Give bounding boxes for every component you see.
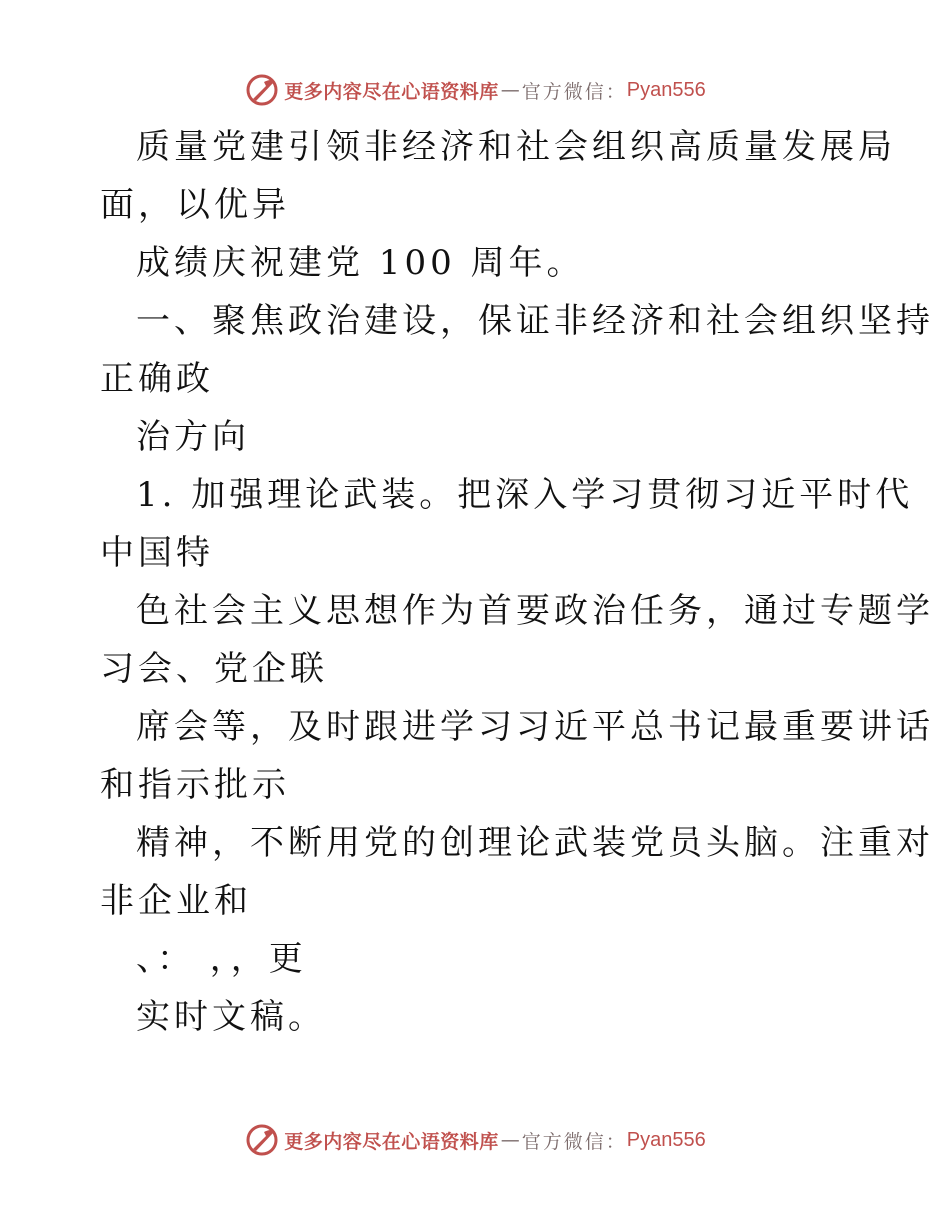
watermark-brand: 更多内容尽在心语资料库: [284, 80, 499, 103]
watermark-separator: —: [500, 79, 520, 101]
document-line: 中国特: [100, 533, 214, 573]
document-line: 精神，不断用党的创理论武装党员头脑。注重对: [136, 823, 934, 863]
header-watermark: [0, 70, 950, 110]
document-line: 质量党建引领非经济和社会组织高质量发展局: [136, 127, 896, 167]
document-line: 面，以优异: [100, 185, 290, 225]
document-line: 席会等，及时跟进学习习近平总书记最重要讲话: [136, 707, 934, 747]
document-line: 习会、党企联: [100, 649, 328, 689]
document-line: 1. 加强理论武装。把深入学习贯彻习近平时代: [136, 475, 914, 515]
quill-pen-circle-icon: [244, 72, 280, 108]
watermark-wechat-label: 官方微信：: [521, 1130, 627, 1153]
document-body: [100, 118, 934, 1046]
document-line: 治方向: [136, 417, 250, 457]
document-line: 一、聚焦政治建设，保证非经济和社会组织坚持: [136, 301, 934, 341]
watermark-separator: —: [500, 1129, 520, 1151]
watermark-wechat-id: Pyan556: [626, 78, 706, 101]
watermark-brand: 更多内容尽在心语资料库: [284, 1130, 499, 1153]
quill-pen-circle-icon: [244, 1122, 280, 1158]
document-line: 成绩庆祝建党 100 周年。: [136, 243, 585, 283]
document-line: 、： ，，更: [136, 939, 307, 979]
document-line: 非企业和: [100, 881, 252, 921]
watermark-wechat-label: 官方微信：: [521, 80, 627, 103]
document-line: 正确政: [100, 359, 214, 399]
watermark-wechat-id: Pyan556: [626, 1128, 706, 1151]
document-line: 和指示批示: [100, 765, 290, 805]
footer-watermark: [0, 1120, 950, 1160]
document-line: 色社会主义思想作为首要政治任务，通过专题学: [136, 591, 934, 631]
document-line: 实时文稿。: [136, 997, 326, 1037]
